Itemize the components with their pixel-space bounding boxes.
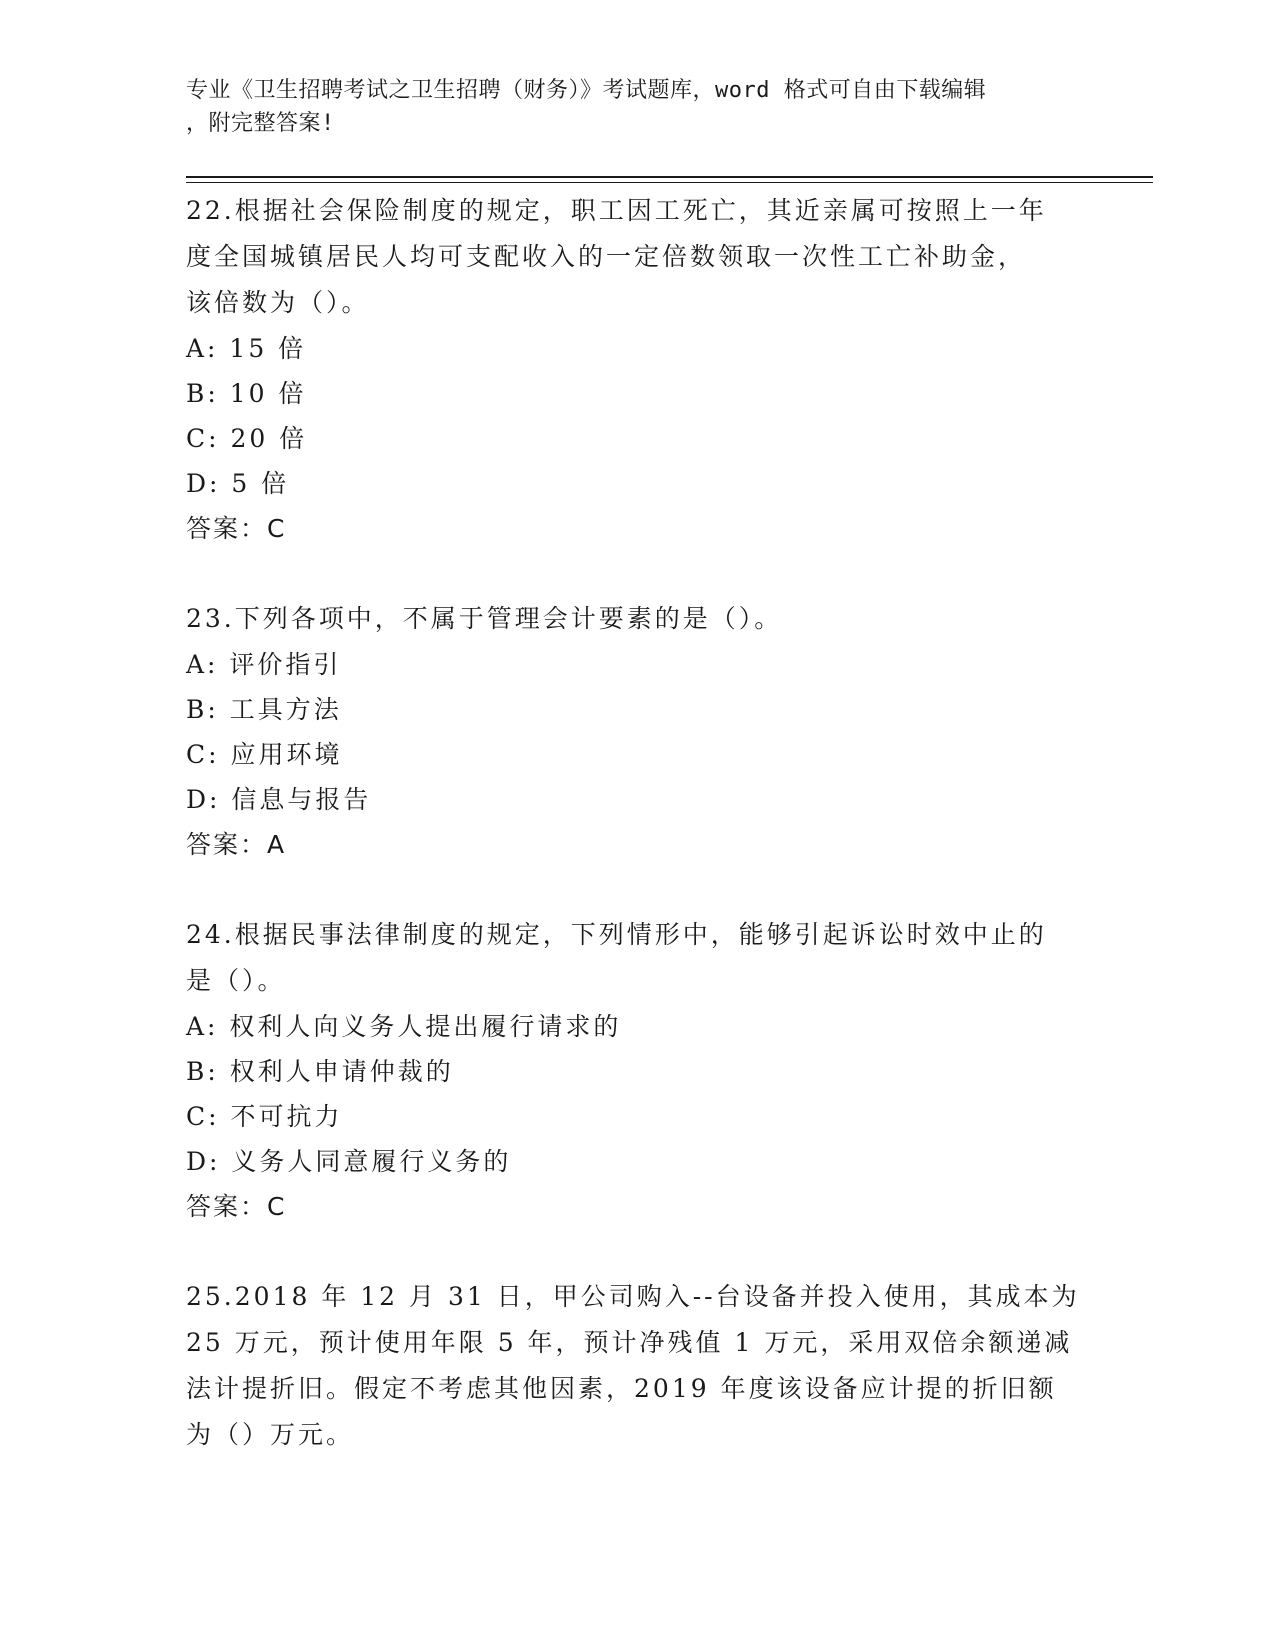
header-line-2: ，附完整答案! [186, 111, 335, 136]
question-25 [186, 1274, 1086, 1458]
option-b: B: 工具方法 [186, 695, 342, 724]
header-divider-thin [186, 182, 1153, 183]
question-text-line: 度全国城镇居民人均可支配收入的一定倍数领取一次性工亡补助金， [186, 242, 1027, 271]
question-text-line: 是（）。 [186, 966, 286, 995]
question-text-line: 法计提折旧。假定不考虑其他因素，2019 年度该设备应计提的折旧额 [186, 1374, 1057, 1403]
question-list [186, 188, 1086, 1502]
question-text-line: 24.根据民事法律制度的规定，下列情形中，能够引起诉讼时效中止的 [186, 920, 1047, 949]
option-c: C: 20 倍 [186, 424, 308, 453]
option-a: A: 评价指引 [186, 650, 342, 679]
option-b: B: 权利人申请仲裁的 [186, 1057, 454, 1086]
answer-label: 答案：C [186, 514, 287, 543]
header-line-1: 专业《卫生招聘考试之卫生招聘（财务）》考试题库，word 格式可自由下载编辑 [186, 78, 987, 103]
option-c: C: 不可抗力 [186, 1102, 343, 1131]
question-text-line: 22.根据社会保险制度的规定，职工因工死亡，其近亲属可按照上一年 [186, 196, 1047, 225]
question-text-line: 25.2018 年 12 月 31 日，甲公司购入--台设备并投入使用，其成本为 [186, 1282, 1080, 1311]
option-d: D: 5 倍 [186, 469, 290, 498]
question-text-line: 该倍数为（）。 [186, 288, 370, 317]
option-a: A: 15 倍 [186, 334, 307, 363]
answer-label: 答案：A [186, 830, 287, 859]
header-divider-thick [186, 176, 1153, 178]
option-a: A: 权利人向义务人提出履行请求的 [186, 1012, 622, 1041]
option-d: D: 义务人同意履行义务的 [186, 1147, 512, 1176]
question-text-line: 23.下列各项中，不属于管理会计要素的是（）。 [186, 604, 783, 633]
question-text-line: 为（）万元。 [186, 1420, 355, 1449]
option-c: C: 应用环境 [186, 740, 343, 769]
option-d: D: 信息与报告 [186, 785, 372, 814]
option-b: B: 10 倍 [186, 379, 307, 408]
question-text-line: 25 万元，预计使用年限 5 年，预计净残值 1 万元，采用双倍余额递减 [186, 1328, 1073, 1357]
document-header [186, 74, 1066, 140]
question-24 [186, 912, 1086, 1230]
answer-label: 答案：C [186, 1192, 287, 1221]
question-23 [186, 596, 1086, 868]
question-22 [186, 188, 1086, 552]
